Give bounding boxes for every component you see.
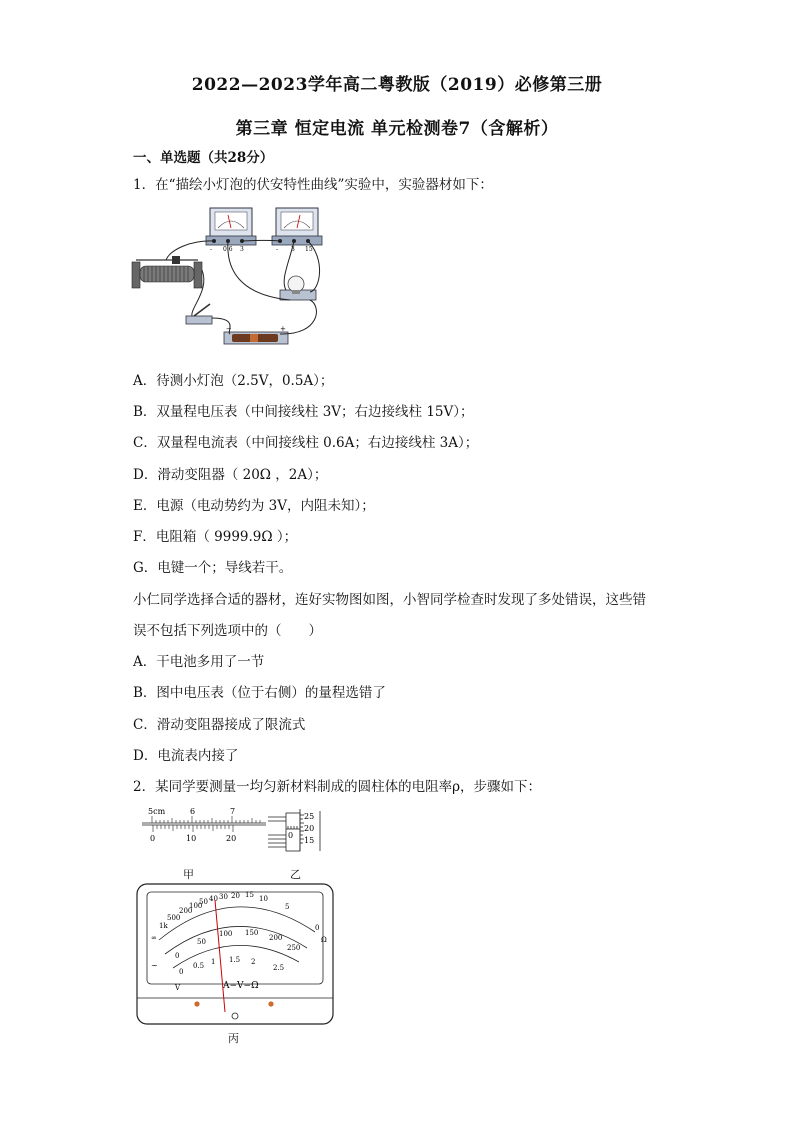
ammeter-tick-06: 0.6 — [223, 246, 233, 253]
q1-paragraph-line2: 误不包括下列选项中的（ ） — [133, 623, 322, 639]
caption-jia: 甲 — [183, 868, 194, 881]
ac-0: 0 — [179, 968, 184, 976]
ohm-10: 10 — [259, 895, 268, 903]
battery-plus: + — [280, 325, 286, 333]
dc-50: 50 — [197, 938, 206, 946]
dc-250: 250 — [287, 944, 301, 952]
q1-option-d: D．电流表内接了 — [133, 748, 239, 764]
ac-2: 2 — [251, 958, 256, 966]
dc-150: 150 — [245, 929, 259, 937]
ohm-0: 0 — [315, 924, 320, 932]
meter-adjust-screw — [232, 1013, 238, 1019]
ohm-1k: 1k — [159, 922, 168, 930]
ammeter — [206, 208, 256, 253]
ohm-20: 20 — [231, 892, 240, 900]
ac-15: 1.5 — [229, 956, 241, 964]
ac-1: 1 — [211, 958, 216, 966]
micrometer-label-15: 15 — [304, 836, 315, 845]
q1-stem: 1．在“描绘小灯泡的伏安特性曲线”实验中，实验器材如下： — [133, 177, 493, 193]
q1-item-f: F．电阻箱（ 9999.9Ω ）； — [133, 529, 298, 545]
dc-0: 0 — [175, 952, 180, 960]
micrometer-label-20: 20 — [304, 824, 315, 833]
caption-yi: 乙 — [290, 868, 301, 881]
circuit-figure — [130, 200, 330, 350]
caliper-main-7: 7 — [230, 807, 236, 816]
q1-item-e: E．电源（电动势约为 3V，内阻未知）； — [133, 498, 375, 514]
dc-200: 200 — [269, 934, 283, 942]
caliper-main-6: 6 — [190, 807, 196, 816]
battery-minus: − — [226, 325, 232, 333]
ohm-100: 100 — [189, 902, 203, 910]
dc-100: 100 — [219, 930, 233, 938]
ac-05: 0.5 — [193, 962, 205, 970]
vernier-caliper-figure — [140, 805, 270, 850]
ohm-40: 40 — [209, 895, 218, 903]
meter-terminal-left — [194, 1001, 199, 1006]
ohm-15: 15 — [245, 891, 254, 899]
ammeter-tick-3: 3 — [240, 246, 244, 253]
doc-title-line2: 第三章 恒定电流 单元检测卷7（含解析） — [235, 119, 559, 139]
ohm-inf: ∞ — [151, 934, 157, 942]
meter-terminal-right — [268, 1001, 273, 1006]
voltmeter-tick-minus: - — [276, 246, 279, 253]
micrometer-figure — [266, 805, 336, 855]
q1-item-b: B．双量程电压表（中间接线柱 3V；右边接线柱 15V）； — [133, 404, 474, 420]
meter-side-tilde: ~ — [151, 961, 158, 970]
battery — [224, 325, 288, 344]
doc-title-line1: 2022—2023学年高二粤教版（2019）必修第三册 — [191, 75, 603, 95]
meter-center-label: A−V−Ω — [223, 981, 259, 991]
caliper-vernier-10: 10 — [186, 834, 197, 843]
multimeter-figure — [135, 882, 335, 1027]
q1-option-c: C．滑动变阻器接成了限流式 — [133, 717, 306, 733]
q2-stem: 2．某同学要测量一均匀新材料制成的圆柱体的电阻率ρ，步骤如下： — [133, 779, 542, 795]
switch — [186, 304, 212, 324]
ohm-50: 50 — [199, 898, 208, 906]
section-heading: 一、单选题（共28分） — [133, 150, 274, 166]
ammeter-tick-minus: - — [210, 246, 213, 253]
q1-paragraph-line1: 小仁同学选择合适的器材，连好实物图如图，小智同学检查时发现了多处错误，这些错 — [133, 592, 646, 608]
voltmeter — [272, 208, 322, 253]
caption-bing: 丙 — [228, 1032, 239, 1045]
micrometer-label-25: 25 — [304, 812, 315, 821]
ohm-200: 200 — [179, 907, 193, 915]
ohm-5: 5 — [285, 903, 290, 911]
q1-item-a: A．待测小灯泡（2.5V，0.5A）； — [133, 373, 334, 389]
ohm-30: 30 — [219, 893, 228, 901]
ac-25: 2.5 — [273, 964, 285, 972]
q1-option-a: A．干电池多用了一节 — [133, 654, 265, 670]
q1-item-d: D．滑动变阻器（ 20Ω ，2A）； — [133, 467, 328, 483]
caliper-main-5cm: 5cm — [148, 807, 166, 816]
q1-item-c: C．双量程电流表（中间接线柱 0.6A；右边接线柱 3A）； — [133, 435, 479, 451]
ohm-500: 500 — [167, 914, 181, 922]
q1-option-b: B．图中电压表（位于右侧）的量程选错了 — [133, 685, 386, 701]
caliper-vernier-20: 20 — [226, 834, 237, 843]
voltmeter-tick-3: 3 — [291, 246, 295, 253]
ohm-unit: Ω — [321, 936, 327, 944]
micrometer-zero: 0 — [288, 831, 294, 840]
caliper-vernier-0: 0 — [150, 834, 156, 843]
q1-item-g: G．电键一个；导线若干。 — [133, 560, 293, 576]
meter-side-v: V — [175, 984, 181, 992]
rheostat — [132, 256, 202, 288]
voltmeter-tick-15: 15 — [305, 246, 313, 253]
